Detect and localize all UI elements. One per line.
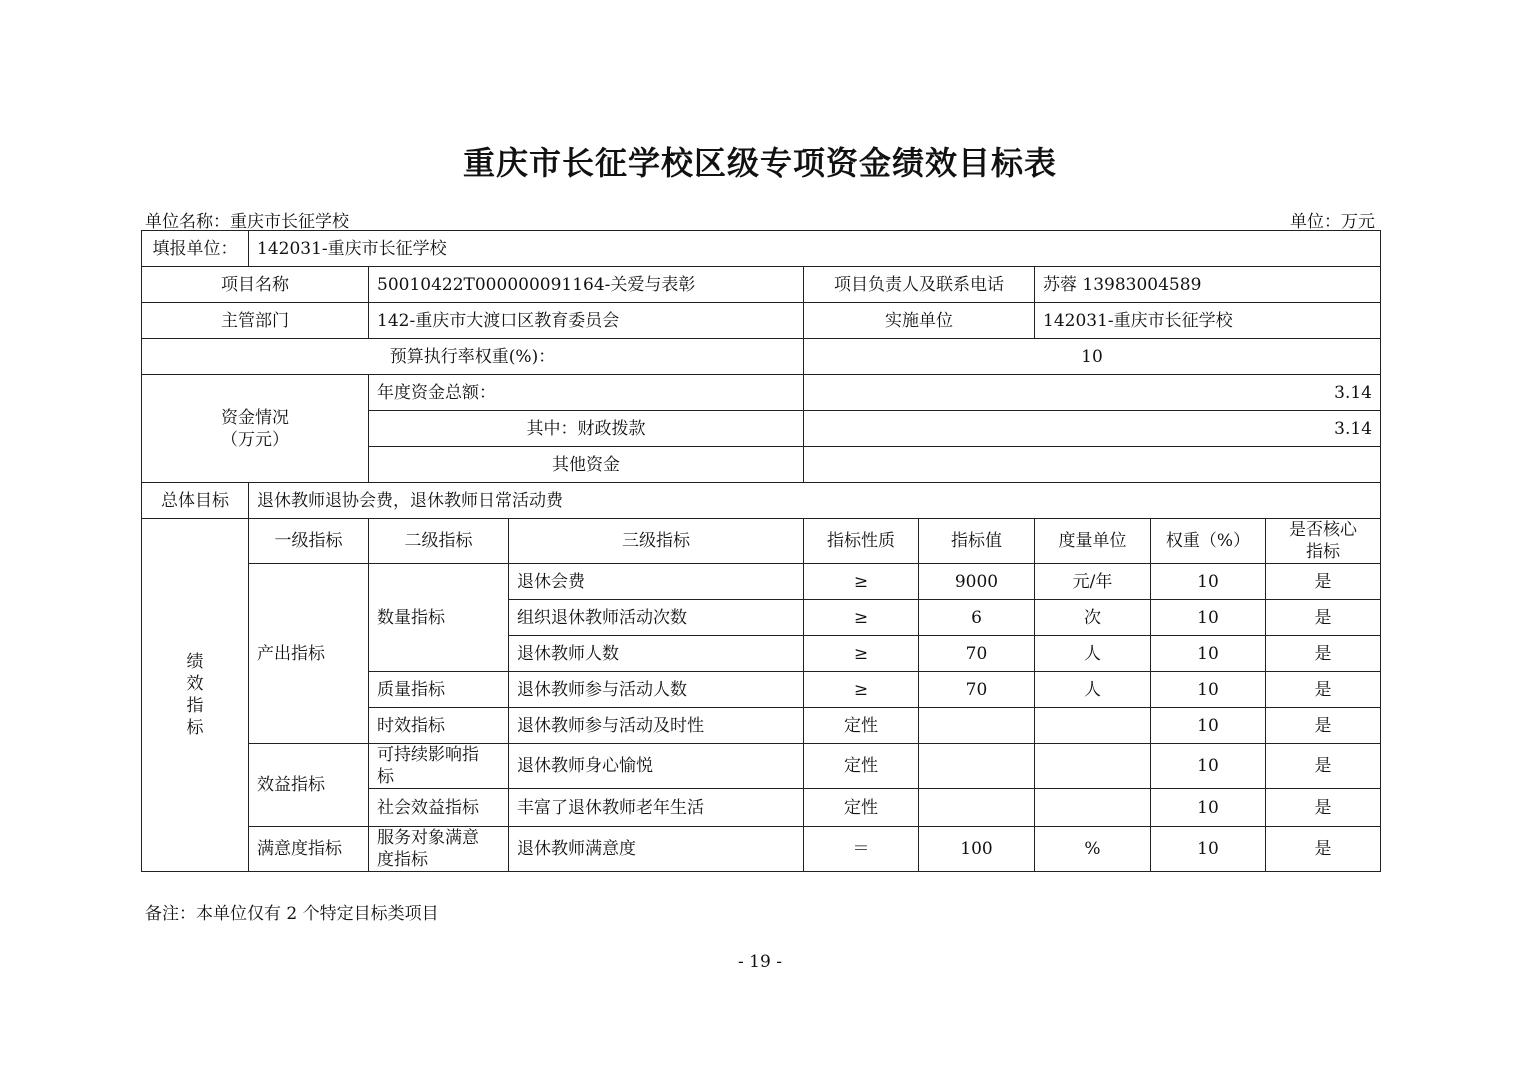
level3-cell: 退休教师参与活动及时性 [509, 708, 804, 744]
core-cell: 是 [1266, 708, 1381, 744]
funds-label-line1: 资金情况 [221, 407, 289, 428]
weight-cell: 10 [1151, 636, 1266, 672]
footnote: 备注：本单位仅有 2 个特定目标类项目 [145, 904, 439, 924]
value-cell: 6 [919, 600, 1035, 636]
impl-label: 实施单位 [804, 303, 1035, 339]
level1-output: 产出指标 [249, 564, 369, 744]
unit-cell: 人 [1035, 672, 1151, 708]
header-unit: 度量单位 [1035, 519, 1151, 564]
header-core [1266, 519, 1381, 564]
budget-weight-row [142, 339, 1381, 375]
funds-total-label: 年度资金总额： [369, 375, 804, 411]
unit-cell [1035, 789, 1151, 827]
header-level3: 三级指标 [509, 519, 804, 564]
level2-quality: 质量指标 [369, 672, 509, 708]
goal-value: 退休教师退协会费，退休教师日常活动费 [249, 483, 1381, 519]
funds-fiscal-label: 其中：财政拨款 [369, 411, 804, 447]
level3-cell: 丰富了退休教师老年生活 [509, 789, 804, 827]
level2-service [369, 827, 509, 872]
project-row [142, 267, 1381, 303]
header-core-line2: 指标 [1306, 542, 1340, 562]
nature-cell: ≥ [804, 600, 919, 636]
page-number: - 19 - [738, 952, 782, 972]
value-cell: 100 [919, 827, 1035, 872]
weight-cell: 10 [1151, 564, 1266, 600]
level2-quantity: 数量指标 [369, 564, 509, 672]
unit-name: 单位名称：重庆市长征学校 [145, 212, 349, 232]
project-name-value: 50010422T000000091164-关爱与表彰 [369, 267, 804, 303]
nature-cell: 定性 [804, 789, 919, 827]
core-cell: 是 [1266, 744, 1381, 789]
impl-value: 142031-重庆市长征学校 [1035, 303, 1381, 339]
table-row [142, 744, 1381, 789]
nature-cell: ≥ [804, 636, 919, 672]
goal-row [142, 483, 1381, 519]
header-level1: 一级指标 [249, 519, 369, 564]
page-title: 重庆市长征学校区级专项资金绩效目标表 [462, 144, 1057, 182]
level3-cell: 退休教师满意度 [509, 827, 804, 872]
level2-social: 社会效益指标 [369, 789, 509, 827]
unit-cell: 元/年 [1035, 564, 1151, 600]
nature-cell: ≥ [804, 672, 919, 708]
value-cell: 70 [919, 672, 1035, 708]
dept-row [142, 303, 1381, 339]
weight-cell: 10 [1151, 744, 1266, 789]
report-unit-row [142, 231, 1381, 267]
weight-cell: 10 [1151, 600, 1266, 636]
header-nature: 指标性质 [804, 519, 919, 564]
project-leader-label: 项目负责人及联系电话 [804, 267, 1035, 303]
level1-satisfaction: 满意度指标 [249, 827, 369, 872]
perf-label-char: 指 [186, 696, 204, 716]
funds-label-line2: （万元） [221, 429, 289, 450]
funds-total-row [142, 375, 1381, 411]
unit-cell [1035, 708, 1151, 744]
header-weight: 权重（%） [1151, 519, 1266, 564]
header-level2: 二级指标 [369, 519, 509, 564]
goal-label: 总体目标 [142, 483, 249, 519]
level3-cell: 退休教师参与活动人数 [509, 672, 804, 708]
nature-cell: 定性 [804, 744, 919, 789]
level3-cell: 退休教师人数 [509, 636, 804, 672]
value-cell: 70 [919, 636, 1035, 672]
dept-label: 主管部门 [142, 303, 369, 339]
level2-sustain-line1: 可持续影响指 [377, 745, 479, 765]
project-name-label: 项目名称 [142, 267, 369, 303]
core-cell: 是 [1266, 564, 1381, 600]
value-cell [919, 744, 1035, 789]
perf-label [142, 519, 249, 872]
core-cell: 是 [1266, 789, 1381, 827]
project-leader-value: 苏蓉 13983004589 [1035, 267, 1381, 303]
core-cell: 是 [1266, 600, 1381, 636]
perf-label-char: 标 [186, 718, 204, 738]
level2-sustain-line2: 标 [377, 767, 394, 787]
unit-cell [1035, 744, 1151, 789]
unit-cell: % [1035, 827, 1151, 872]
unit-cell: 次 [1035, 600, 1151, 636]
performance-table [141, 230, 1381, 872]
perf-label-char: 效 [186, 674, 204, 694]
header-core-line1: 是否核心 [1289, 520, 1357, 540]
core-cell: 是 [1266, 672, 1381, 708]
value-cell [919, 789, 1035, 827]
funds-label [142, 375, 369, 483]
nature-cell: 定性 [804, 708, 919, 744]
dept-value: 142-重庆市大渡口区教育委员会 [369, 303, 804, 339]
table-row [142, 564, 1381, 600]
weight-cell: 10 [1151, 672, 1266, 708]
funds-fiscal-value: 3.14 [804, 411, 1381, 447]
funds-other-label: 其他资金 [369, 447, 804, 483]
weight-cell: 10 [1151, 827, 1266, 872]
unit-cell: 人 [1035, 636, 1151, 672]
level2-timeliness: 时效指标 [369, 708, 509, 744]
value-cell [919, 708, 1035, 744]
budget-weight-label: 预算执行率权重(%)： [142, 339, 804, 375]
report-unit-label: 填报单位： [142, 231, 249, 267]
perf-label-char: 绩 [186, 652, 204, 672]
nature-cell: ＝ [804, 827, 919, 872]
weight-cell: 10 [1151, 708, 1266, 744]
table-row [142, 827, 1381, 872]
budget-weight-value: 10 [804, 339, 1381, 375]
value-cell: 9000 [919, 564, 1035, 600]
level3-cell: 退休教师身心愉悦 [509, 744, 804, 789]
level2-service-line1: 服务对象满意 [377, 828, 479, 848]
report-unit-value: 142031-重庆市长征学校 [249, 231, 1381, 267]
funds-total-value: 3.14 [804, 375, 1381, 411]
weight-cell: 10 [1151, 789, 1266, 827]
core-cell: 是 [1266, 636, 1381, 672]
nature-cell: ≥ [804, 564, 919, 600]
header-value: 指标值 [919, 519, 1035, 564]
funds-other-value [804, 447, 1381, 483]
level2-sustain [369, 744, 509, 789]
core-cell: 是 [1266, 827, 1381, 872]
level3-cell: 组织退休教师活动次数 [509, 600, 804, 636]
level2-service-line2: 度指标 [377, 850, 428, 870]
level1-benefit: 效益指标 [249, 744, 369, 827]
level3-cell: 退休会费 [509, 564, 804, 600]
indicator-header-row [142, 519, 1381, 564]
unit-label: 单位：万元 [1290, 212, 1375, 232]
